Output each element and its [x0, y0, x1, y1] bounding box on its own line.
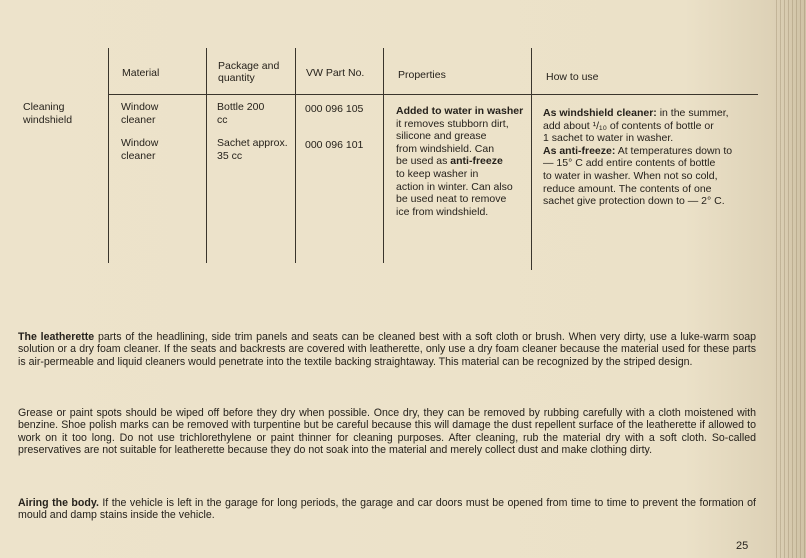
row-use: Cleaning windshield	[23, 101, 73, 126]
how-line: to water in washer. When not so cold,	[543, 169, 718, 182]
paragraph-leatherette	[18, 331, 756, 368]
how-lead: As anti-freeze:	[543, 144, 616, 157]
how-line: reduce amount. The contents of one	[543, 182, 712, 195]
properties-line	[396, 155, 526, 168]
item-package: Bottle 200 cc	[217, 101, 265, 126]
properties-line: ice from windshield.	[396, 205, 489, 218]
header-properties: Properties	[398, 69, 446, 81]
header-part-no: VW Part No.	[306, 67, 365, 79]
how-line: add about ¹/₁₀ of contents of bottle or	[543, 119, 714, 132]
paragraph-lead: Airing the body.	[18, 497, 99, 509]
page-number: 25	[736, 540, 749, 552]
item-part-no: 000 096 101	[305, 139, 364, 151]
how-lead: As windshield cleaner:	[543, 107, 657, 119]
table-divider	[383, 48, 384, 263]
properties-line: from windshield. Can	[396, 142, 495, 155]
header-how-to-use: How to use	[546, 71, 599, 83]
properties-line: be used neat to remove	[396, 193, 507, 206]
properties-text: be used as	[396, 155, 451, 168]
how-line	[543, 107, 755, 120]
item-material: Window cleaner	[121, 137, 159, 162]
item-part-no: 000 096 105	[305, 103, 364, 115]
properties-line: action in winter. Can also	[396, 180, 513, 193]
how-line	[543, 145, 755, 158]
table-divider	[295, 48, 296, 263]
book-spine-edge	[776, 0, 806, 558]
paragraph-lead: The leatherette	[18, 331, 95, 343]
paragraph-body: If the vehicle is left in the garage for long periods, the garage and car doors must be opened from time to time to prevent the formation of mould and damp stains inside the vehicle.	[18, 497, 756, 522]
properties-anti-freeze: anti-freeze	[450, 155, 503, 168]
paragraph-body: parts of the headlining, side trim panels and seats can be cleaned best with a soft cloth or brush. When very dirty, use a luke-warm soap solution or a dry foam cleaner. If the seats and backrests are covered with leatherette, only use a dry foam cleaner because the material used for these parts is air-permeable and liquid cleaners would penetrate into the textile backing straightaway. This material can be recognized by the striped design.	[18, 331, 756, 368]
header-material: Material	[122, 67, 160, 79]
table-divider	[531, 48, 532, 270]
table-divider	[108, 48, 109, 263]
header-package: Package and quantity	[218, 60, 280, 84]
paragraph-airing	[18, 497, 756, 522]
how-line: — 15° C add entire contents of bottle	[543, 157, 716, 170]
how-line: sachet give protection down to — 2° C.	[543, 195, 725, 208]
how-to-use-cell	[543, 107, 755, 208]
properties-line: silicone and grease	[396, 130, 487, 143]
item-package: Sachet approx. 35 cc	[217, 137, 288, 162]
how-line: 1 sachet to water in washer.	[543, 132, 674, 145]
how-text: in the summer,	[656, 107, 729, 119]
properties-line: to keep washer in	[396, 167, 479, 180]
properties-line: it removes stubborn dirt,	[396, 117, 509, 130]
item-material: Window cleaner	[121, 101, 159, 126]
properties-cell	[396, 105, 526, 218]
properties-lead: Added to water in washer	[396, 105, 524, 117]
table-divider	[206, 48, 207, 263]
paragraph-grease: Grease or paint spots should be wiped off before they dry when possible. Once dry, they can be removed by rubbing carefully with a cloth moistened with benzine. Shoe polish marks can be removed with turpentine but be careful because this will damage the dust repellent surface of the leatherette if allowed to work on it too long. Do not use trichlorethylene or paint thinner for cleaning purposes. After cleaning, rub the material dry with a soft cloth. So-called preservatives are not suitable for leatherette because they do not soak into the material and merely collect dust and make clothing dirty.	[18, 407, 756, 457]
how-text: At temperatures down to	[615, 144, 733, 157]
